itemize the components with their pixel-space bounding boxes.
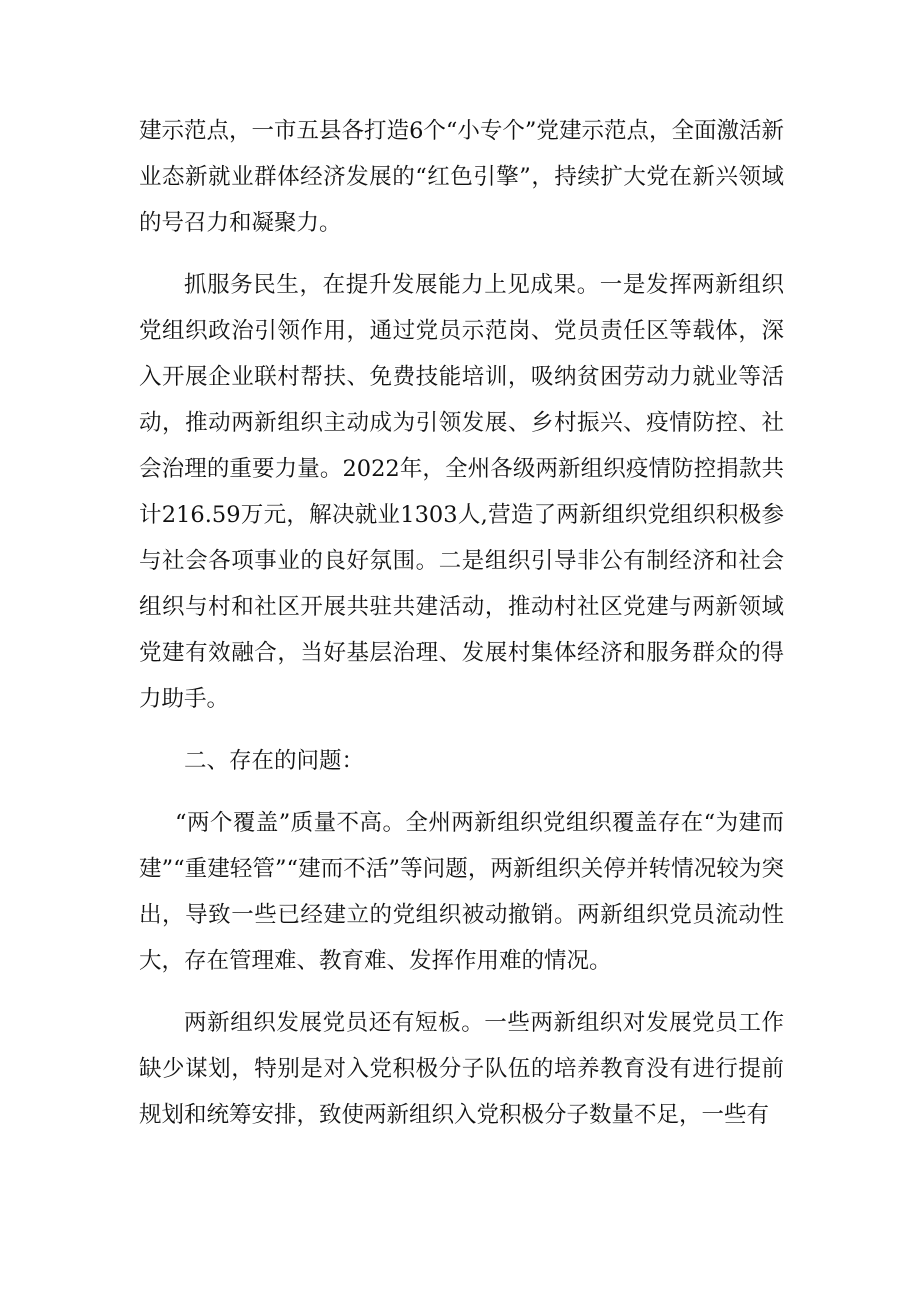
document-body xyxy=(139,108,784,1154)
paragraph-continuation: 建示范点，一市五县各打造6个“小专个”党建示范点，全面激活新业态新就业群体经济发展的“红色引擎”，持续扩大党在新兴领域的号召力和凝聚力。 xyxy=(139,118,784,236)
paragraph-service-livelihood: 抓服务民生，在提升发展能力上见成果。一是发挥两新组织党组织政治引领作用，通过党员示范岗、党员责任区等载体，深入开展企业联村帮扶、免费技能培训，吸纳贫困劳动力就业等活动，推动两新组织主动成为引领发展、乡村振兴、疫情防控、社会治理的重要力量。2022年，全州各级两新组织疫情防控捐款共计216.59万元，解决就业1303人,营造了两新组织党组织积极参与社会各项事业的良好氛围。二是组织引导非公有制经济和社会组织与村和社区开展共驻共建活动，推动村社区党建与两新领域党建有效融合，当好基层治理、发展村集体经济和服务群众的得力助手。 xyxy=(139,272,784,712)
paragraph-member-development: 两新组织发展党员还有短板。一些两新组织对发展党员工作缺少谋划，特别是对入党积极分子队伍的培养教育没有进行提前规划和统筹安排，致使两新组织入党积极分子数量不足，一些有 xyxy=(139,1010,784,1128)
paragraph-coverage-quality: “两个覆盖”质量不高。全州两新组织党组织覆盖存在“为建而建”“重建轻管”“建而不活”等问题，两新组织关停并转情况较为突出，导致一些已经建立的党组织被动撤销。两新组织党员流动性大，存在管理难、教育难、发挥作用难的情况。 xyxy=(139,810,784,974)
section-heading-problems: 二、存在的问题： xyxy=(184,748,365,774)
